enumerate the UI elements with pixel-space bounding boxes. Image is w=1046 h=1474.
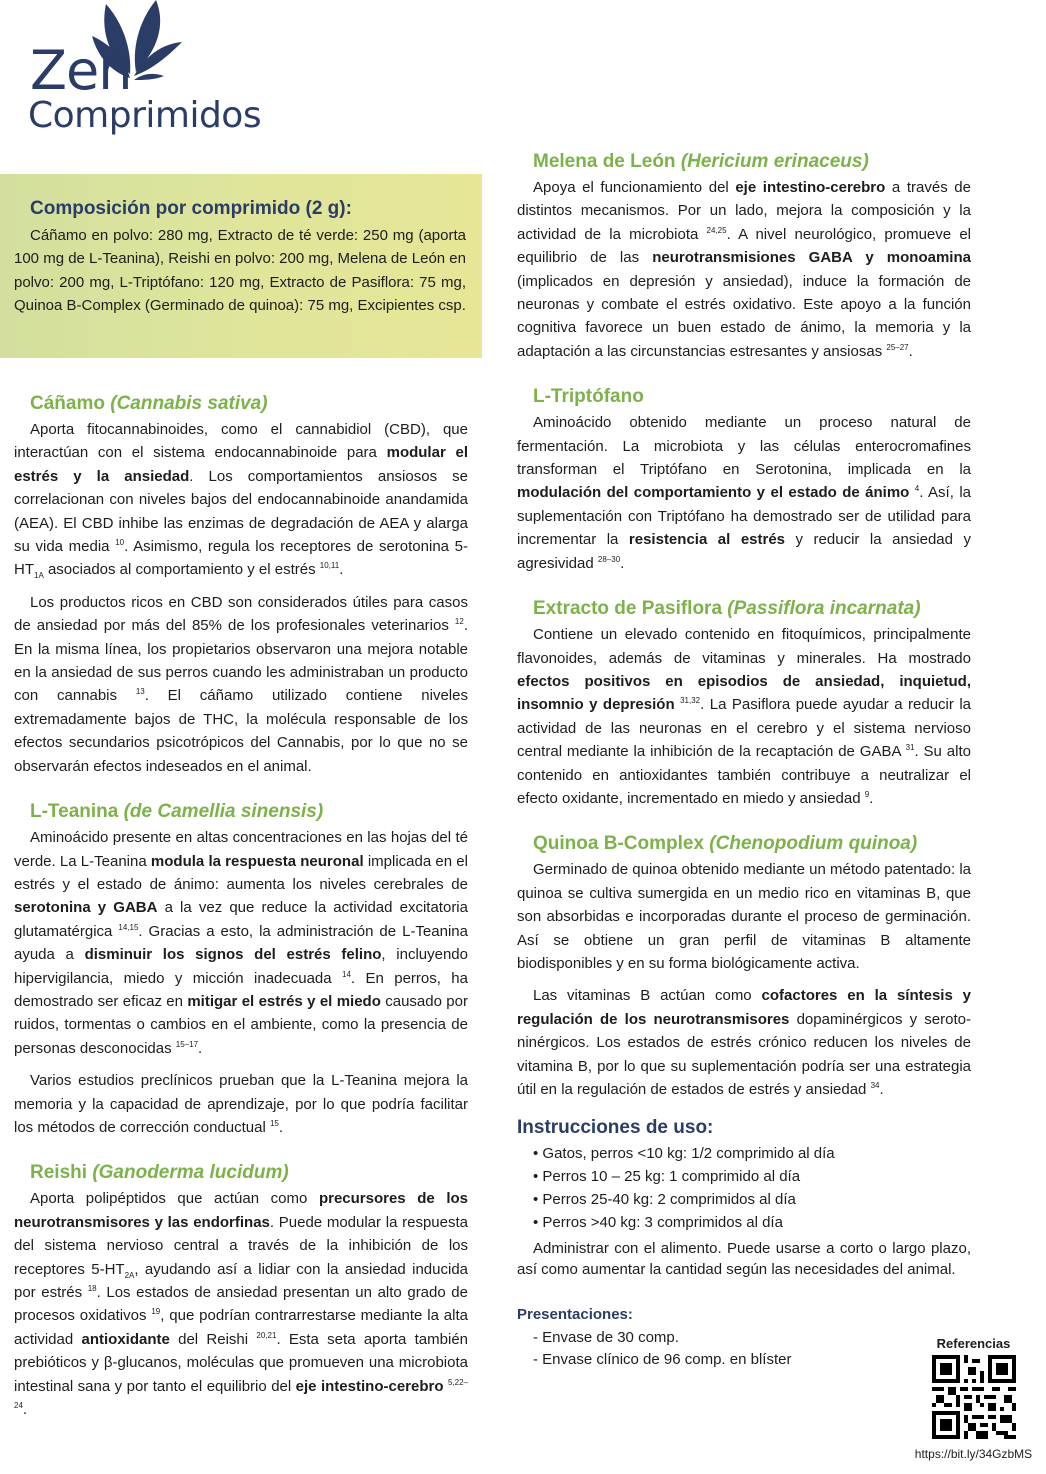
section-melena: [517, 150, 971, 363]
list-item: - Envase clínico de 96 comp. en blíster: [533, 1351, 792, 1369]
section-reishi: [14, 1161, 468, 1421]
presentations: [517, 1306, 971, 1371]
section-title: Reishi (Ganoderma lucidum): [30, 1162, 289, 1184]
instructions-note: Administrar con el alimento. Puede usarse a corto o largo plazo, así como aumentar la cantidad según las necesidades del animal.: [517, 1240, 971, 1279]
section-paragraph: Aminoácido presente en altas concentraciones en las hojas del té verde. La L-Teanina modula la respuesta neuronal implicada en el estrés y el estado de ánimo: aumenta los niveles cerebrales de serotonina y GABA a la vez que reduce la actividad excitatoria glutamatérgica $^{14,15}$. Gracias a esto, la administración de L-Teanina ayuda a disminuir los signos del estrés felino, incluyendo hipervigilancia, miedo y micción inadecuada $^{14}$. En perros, ha demostrado ser eficaz en mitigar el estrés y el miedo causado por ruidos, tormentas o cambios en el ambiente, como la presencia de personas desconocidas $^{15-17}$.: [14, 829, 468, 1057]
section-paragraph: Apoya el funcionamiento del eje intestino-cerebro a través de distintos mecanismos. Por un lado, mejora la composición y la actividad de la microbiota $^{24,25}$. A nivel neurológico, promueve el equilibrio de las neurotransmisiones GABA y monoamina (implicados en depresión y ansiedad), induce la formación de neuronas y combate el estrés oxidativo. Este apoyo a la función cognitiva favorece un buen estado de ánimo, la memoria y la adaptación a las circunstancias estresantes y ansiosas $^{25-27}$.: [517, 179, 971, 360]
composition-box: [0, 174, 482, 358]
section-paragraph: Contiene un elevado contenido en fitoquímicos, principalmente flavonoides, además de vitaminas y minerales. Ha mostrado efectos positivos en episodios de ansiedad, inquietud, insomnio y depresión $^{31,32}$. La Pasiflora puede ayudar a reducir la actividad de las neuronas en el cerebro y el sistema nervioso central mediante la inhibición de la recaptación de GABA $^{31}$. Su alto contenido en antioxidantes también contribuye a neutralizar el efecto oxidante, incrementado en miedo y ansiedad $^9$.: [517, 626, 972, 807]
list-item: • Perros 25-40 kg: 2 comprimidos al día: [533, 1191, 796, 1209]
qr-code-icon[interactable]: [932, 1355, 1016, 1439]
list-item: • Perros >40 kg: 3 comprimidos al día: [533, 1214, 783, 1232]
instructions-title: Instrucciones de uso:: [517, 1117, 714, 1139]
section-teanina: [14, 800, 468, 1139]
section-triptofano: [517, 385, 971, 575]
section-paragraph: Los productos ricos en CBD son considerados útiles para casos de ansiedad por más del 85% de los profesionales veterinarios $^{12}$. En la misma línea, los propietarios observaron una mejora notable en la ansiedad de sus perros cuando les administraban un producto con cannabis $^{13}$. El cáñamo utilizado contiene niveles extremadamente bajos de THC, la molécula responsable de los efectos secundarios psicotrópicos del Cannabis, por lo que no se observarán efectos indeseados en el animal.: [14, 593, 468, 775]
section-paragraph: Germinado de quinoa obtenido mediante un método patentado: la quinoa se cultiva sumergida en un medio rico en vitaminas B, que son absorbidas e incorporadas durante el proceso de germinación. Así se obtiene un gran perfil de vitaminas B altamente biodisponibles y en su forma biológicamente activa.: [517, 861, 971, 972]
section-title: Melena de León (Hericium erinaceus): [533, 151, 869, 172]
left-column: [14, 392, 468, 1430]
instructions: [517, 1117, 971, 1280]
brand-logo: [14, 0, 274, 150]
section-pasiflora: [517, 597, 971, 810]
presentations-title: Presentaciones:: [517, 1306, 633, 1324]
list-item: - Envase de 30 comp.: [533, 1329, 679, 1347]
section-title: Cáñamo (Cannabis sativa): [30, 393, 268, 414]
section-title: Extracto de Pasiflora (Passiflora incarnata): [533, 598, 921, 620]
logo-title: Zen: [30, 39, 132, 102]
section-canamo: [14, 392, 468, 778]
section-paragraph: Aporta fitocannabinoides, como el cannabidiol (CBD), que interactúan con el sistema endocannabinoide para modular el estrés y la ansiedad. Los comportamientos ansiosos se correlacionan con niveles bajos del endocannabinoide anandamida (AEA). El CBD inhibe las enzimas de degradación de AEA y alarga su vida media $^{10}$. Asimismo, regula los receptores de serotonina $5-HT_{1A}$ asociados al comportamiento y el estrés $^{10,11}$.: [14, 421, 468, 581]
composition-title: Composición por comprimido (2 g):: [30, 198, 352, 219]
section-title: L-Teanina (de Camellia sinensis): [30, 801, 324, 823]
section-quinoa: [517, 832, 971, 1101]
references: [906, 1336, 1041, 1461]
composition-text: Cáñamo en polvo: 280 mg, Extracto de té verde: 250 mg (aporta 100 mg de L-Teanina), Reishi en polvo: 200 mg, Melena de León en polvo: 200 mg, L-Triptófano: 120 mg, Extracto de Pasiflora: 75 mg, Quinoa B-Complex (Germinado de quinoa): 75 mg, Excipientes csp.: [14, 227, 466, 315]
section-paragraph: Varios estudios preclínicos prueban que la L-Teanina mejora la memoria y la capacidad de aprendizaje, por lo que podría facilitar los métodos de corrección conductual $^{15}$.: [14, 1072, 468, 1136]
references-title: Referencias: [936, 1336, 1011, 1351]
section-paragraph: Las vitaminas B actúan como cofactores en la síntesis y regulación de los neurotransmisores dopaminérgicos y serotoninérgicos. Los estados de estrés crónico reducen los niveles de vitamina B, por lo que su suplementación podría ser una estrategia útil en la regulación de estados de estrés y ansiedad $^{34}$.: [517, 987, 971, 1098]
references-url[interactable]: https://bit.ly/34GzbMS: [914, 1447, 1033, 1461]
instructions-list: [517, 1142, 971, 1234]
list-item: • Gatos, perros <10 kg: 1/2 comprimido al día: [533, 1145, 835, 1163]
section-title: L-Triptófano: [533, 386, 644, 408]
list-item: • Perros 10 – 25 kg: 1 comprimido al día: [533, 1168, 801, 1186]
section-title: Quinoa B-Complex (Chenopodium quinoa): [533, 833, 918, 855]
logo-subtitle: Comprimidos: [28, 95, 262, 136]
right-column: [517, 150, 971, 1371]
section-paragraph: Aporta polipéptidos que actúan como precursores de los neurotransmisores y las endorfinas. Puede modular la respuesta del sistema nervioso central a través de la inhibición de los receptores $5-HT_{2A}$, ayudando así a lidiar con la ansiedad inducida por estrés $^{18}$. Los estados de ansiedad presentan un alto grado de procesos oxidativos $^{19}$, que podrían contrarrestarse mediante la alta actividad antioxidante del Reishi $^{20,21}$. Esta seta aporta también prebióticos y β-glucanos, moléculas que promueven una microbiota intestinal sana y por tanto el equilibrio del eje intestino-cerebro $^{5,22-24}$.: [14, 1190, 469, 1419]
section-paragraph: Aminoácido obtenido mediante un proceso natural de fermentación. La microbiota y las células enterocromafines transforman el Triptófano en Serotonina, implicada en la modulación del comportamiento y el estado de ánimo $^4$. Así, la suplementación con Triptófano ha demostrado ser de utilidad para incrementar la resistencia al estrés y reducir la ansiedad y agresividad $^{28-30}$.: [517, 414, 971, 572]
